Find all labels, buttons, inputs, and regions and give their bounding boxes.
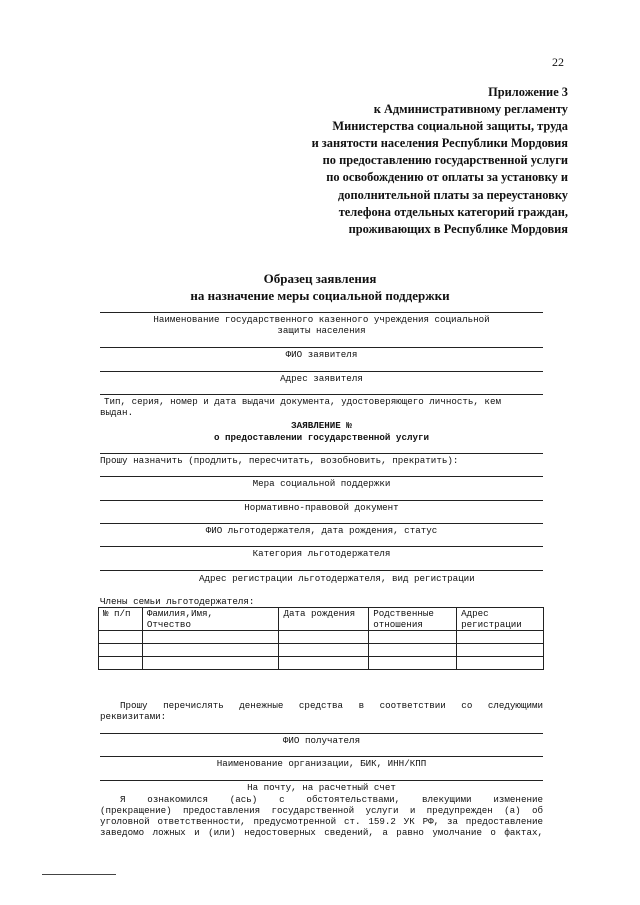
id-document-caption-2: выдан. bbox=[100, 407, 134, 418]
applicant-address-caption: Адрес заявителя bbox=[280, 373, 363, 384]
reg-address-line[interactable] bbox=[100, 570, 543, 571]
appendix-header bbox=[168, 84, 568, 238]
acknowledgement-line: (прекращение) предоставления государственной услуги и предупрежден (а) об bbox=[100, 805, 543, 816]
recipient-caption: ФИО получателя bbox=[282, 735, 361, 746]
delivery-line[interactable] bbox=[100, 780, 543, 781]
beneficiary-caption: ФИО льготодержателя, дата рождения, статус bbox=[205, 525, 438, 536]
appendix-line: телефона отдельных категорий граждан, bbox=[338, 204, 568, 219]
acknowledgement-line: уголовной ответственности, предусмотренной ст. 159.2 УК РФ, за предоставление bbox=[100, 816, 543, 827]
appendix-line: и занятости населения Республики Мордовия bbox=[311, 136, 568, 151]
payment-request-text: Прошу перечислять денежные средства в соответствии со следующими bbox=[120, 700, 543, 711]
payment-request-text-2: реквизитами: bbox=[100, 711, 167, 722]
delivery-caption: На почту, на расчетный счет bbox=[247, 782, 396, 793]
applicant-address-line[interactable] bbox=[100, 371, 543, 372]
measure-line[interactable] bbox=[100, 476, 543, 477]
institution-caption-2: защиты населения bbox=[277, 325, 366, 336]
appendix-line: по освобождению от оплаты за установку и bbox=[326, 170, 568, 185]
acknowledgement-line: заведомо ложных и (или) недостоверных сведений, а равно умолчание о фактах, bbox=[100, 827, 543, 838]
acknowledgement-line: Я ознакомился (ась) с обстоятельствами, влекущими изменение bbox=[120, 794, 543, 805]
applicant-name-line[interactable] bbox=[100, 347, 543, 348]
appendix-line: Министерства социальной защиты, труда bbox=[332, 119, 568, 134]
header-number: № п/п bbox=[99, 608, 143, 631]
applicant-name-caption: ФИО заявителя bbox=[285, 349, 358, 360]
header-address: Адрес регистрации bbox=[457, 608, 544, 631]
id-document-caption: Тип, серия, номер и дата выдачи документа, удостоверяющего личность, кем bbox=[104, 396, 501, 407]
organization-line[interactable] bbox=[100, 756, 543, 757]
organization-caption: Наименование организации, БИК, ИНН/КПП bbox=[216, 758, 427, 769]
beneficiary-line[interactable] bbox=[100, 523, 543, 524]
table-row[interactable] bbox=[99, 644, 544, 657]
appendix-line: Приложение 3 bbox=[488, 85, 568, 99]
family-caption: Члены семьи льготодержателя: bbox=[100, 596, 255, 607]
recipient-line[interactable] bbox=[100, 733, 543, 734]
footnote-separator bbox=[42, 874, 116, 875]
legal-act-line[interactable] bbox=[100, 500, 543, 501]
form-title-line1: Образец заявления bbox=[263, 271, 377, 286]
form-title-line2: на назначение меры социальной поддержки bbox=[190, 288, 450, 303]
header-relation: Родственные отношения bbox=[369, 608, 457, 631]
appendix-line: к Административному регламенту bbox=[373, 102, 568, 117]
family-members-table bbox=[98, 607, 544, 670]
category-caption: Категория льготодержателя bbox=[252, 548, 391, 559]
table-row[interactable] bbox=[99, 631, 544, 644]
statement-heading: ЗАЯВЛЕНИЕ № bbox=[291, 420, 352, 431]
page-number: 22 bbox=[552, 55, 564, 69]
appendix-line: проживающих в Республике Мордовия bbox=[348, 221, 568, 236]
request-text: Прошу назначить (продлить, пересчитать, возобновить, прекратить): bbox=[100, 455, 459, 466]
id-document-line[interactable] bbox=[100, 394, 543, 395]
statement-line bbox=[100, 453, 543, 454]
header-full-name: Фамилия,Имя, Отчество bbox=[142, 608, 279, 631]
appendix-line: дополнительной платы за переустановку bbox=[338, 187, 568, 202]
institution-line[interactable] bbox=[100, 312, 543, 313]
reg-address-caption: Адрес регистрации льготодержателя, вид регистрации bbox=[199, 573, 475, 584]
appendix-line: по предоставлению государственной услуги bbox=[322, 153, 568, 168]
table-header-row bbox=[99, 608, 544, 631]
category-line[interactable] bbox=[100, 546, 543, 547]
statement-subheading: о предоставлении государственной услуги bbox=[213, 432, 430, 443]
measure-caption: Мера социальной поддержки bbox=[252, 478, 391, 489]
table-row[interactable] bbox=[99, 657, 544, 670]
legal-act-caption: Нормативно-правовой документ bbox=[244, 502, 399, 513]
institution-caption: Наименование государственного казенного учреждения социальной bbox=[153, 314, 490, 325]
form-title bbox=[100, 270, 540, 304]
header-birth-date: Дата рождения bbox=[279, 608, 369, 631]
